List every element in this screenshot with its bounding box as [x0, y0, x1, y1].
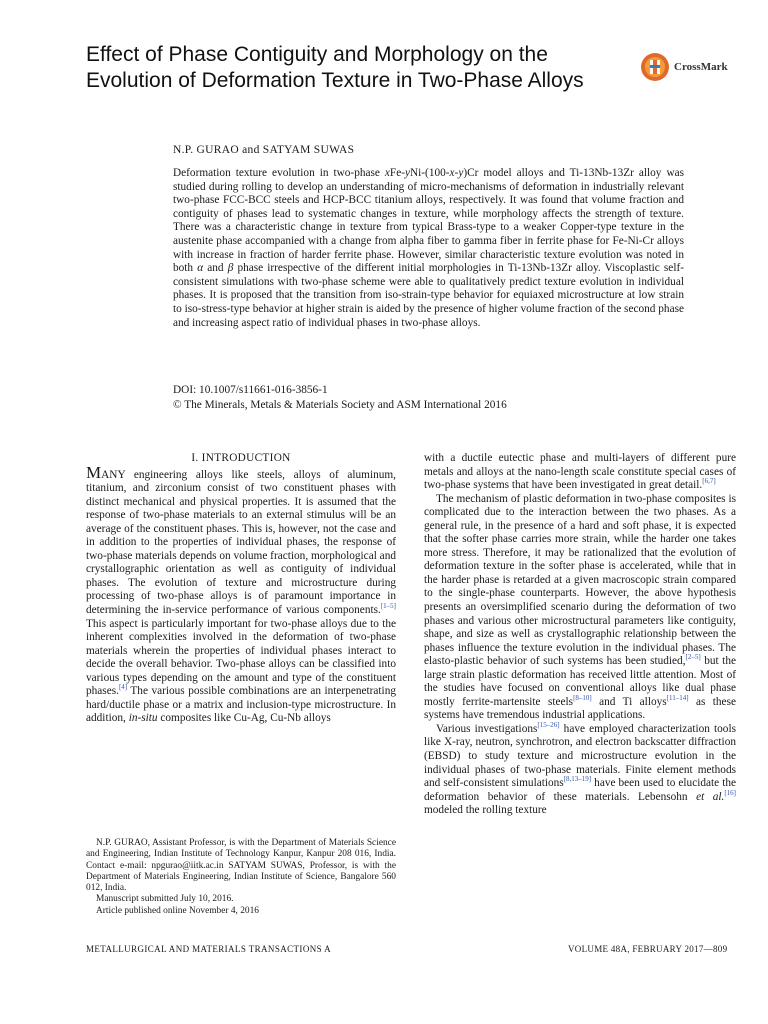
crossmark-icon	[640, 52, 670, 82]
paper-title: Effect of Phase Contiguity and Morphology on the Evolution of Deformation Texture in Two-Phase Alloys	[86, 43, 584, 92]
author-affiliation-footnote	[86, 838, 396, 917]
citation-link[interactable]: [8,13–19]	[563, 775, 592, 784]
citation-link[interactable]: [8–10]	[573, 694, 592, 703]
intro-paragraph-2: The mechanism of plastic deformation in two-phase composites is complicated due to the interaction between the two phases. As a general rule, in the presence of a hard and soft phase, it is expected that the softer phase carries more strain, while the harder one takes more stress. Therefore, it may be rationalized that the evolution of deformation texture in the softer phase is accelerated, while that in the harder phase is retarded at a given macroscopic strain compared to the single-phase counterparts. However, the above hypothesis presents an oversimplified scenario during the deformation of two phases and various other microstructural parameters like contiguity, shape, and size as well as crystallographic relationship between the phases influence the texture evolution in the individual phases. The elasto-plastic behavior of such systems has been studied,[2–5] but the large strain plastic deformation has received little attention. Most of the studies have focused on conventional alloys like dual phase mostly ferrite-martensite steels[8–10] and Ti alloys[11–14] as these systems have tremendous industrial applications.	[424, 492, 736, 722]
doi-link[interactable]: DOI: 10.1007/s11661-016-3856-1	[173, 384, 328, 396]
intro-paragraph-1: MANY engineering alloys like steels, alloys of aluminum, titanium, and zirconium consist of two constituent phases with distinct mechanical and physical properties. It is assumed that the response of two-phase materials to an external stimulus will be an average of the constituent phases. This is, however, not the case and in addition to the properties of individual phases, the response of two-phase materials depends on volume fraction, morphological and crystallographic orientation as well as contiguity of individual phases. The evolution of texture and microstructure during processing of two-phase alloys is of paramount importance in determining the in-service performance of various components.[1–5] This aspect is particularly important for two-phase alloys due to the inherent complexities involved in the deformation of two-phase materials wherein the properties of individual phases interact to decide the overall behavior. Two-phase alloys can be classified into various types depending on the amount and type of the constituent phases.[4] The various possible combinations are an interpenetrating hard/ductile phase or a matrix and inclusion-type microstructure. In addition, in-situ composites like Cu-Ag, Cu-Nb alloys	[86, 462, 396, 725]
crossmark-badge[interactable]	[640, 52, 728, 82]
right-column	[424, 452, 736, 818]
abstract: Deformation texture evolution in two-phase xFe-yNi-(100-x-y)Cr model alloys and Ti-13Nb-13Zr alloy was studied during rolling to develop an understanding of micro-mechanisms of deformation in industrially relevant two-phase FCC-BCC steels and HCP-BCC titanium alloys, respectively. It was found that volume fraction and contiguity of phases lead to systematic changes in texture, while morphology affects the strength of texture. There was a characteristic change in texture from typical Brass-type to a weaker Copper-type texture in the austenite phase accompanied with a change from alpha fiber to gamma fiber in ferrite phase for Fe-Ni-Cr alloys with increase in fraction of harder ferrite phase. However, similar characteristic texture evolution was noted in both α and β phase irrespective of the different initial morphologies in Ti-13Nb-13Zr alloy. Viscoplastic self-consistent simulations with two-phase scheme were able to qualitatively predict texture evolution in individual phases. It is proposed that the transition from iso-strain-type behavior for equiaxed microstructure at low strain to iso-stress-type behavior at higher strain is aided by the presence of higher volume fraction of the second phase and increasing aspect ratio of individual phases in two-phase alloys.	[173, 167, 685, 329]
citation-link[interactable]: [4]	[118, 683, 128, 692]
footnote-submitted: Manuscript submitted July 10, 2016.	[96, 894, 234, 905]
intro-paragraph-3: Various investigations[15–26] have employed characterization tools like X-ray, neutron, synchrotron, and electron backscatter diffraction (EBSD) to study texture and microstructure evolution in the individual phases of two-phase materials. Finite element methods and self-consistent simulations[8,13–19] have been used to elucidate the deformation behavior of these materials. Lebensohn et al.[16] modeled the rolling texture	[424, 721, 736, 817]
footnote-affiliations: N.P. GURAO, Assistant Professor, is with the Department of Materials Science and Engineering, Indian Institute of Technology Kanpur, Kanpur 208 016, India. Contact e-mail: npgurao@iitk.ac.in SATYAM SUWAS, Professor, is with the Department of Materials Engineering, Indian Institute of Science, Bangalore 560 012, India.	[86, 838, 396, 894]
crossmark-label: CrossMark	[674, 61, 728, 73]
intro-paragraph-1-continued: with a ductile eutectic phase and multi-layers of different pure metals and alloys at the nano-length scale constitute special cases of two-phase systems that have been investigated in great detail.[6,7]	[424, 452, 736, 492]
citation-link[interactable]: [2–5]	[685, 653, 701, 662]
citation-link[interactable]: [6,7]	[702, 477, 716, 486]
author-list: N.P. GURAO and SATYAM SUWAS	[173, 144, 355, 156]
volume-page-footer: VOLUME 48A, FEBRUARY 2017—809	[568, 944, 728, 954]
section-heading-introduction: I. INTRODUCTION	[191, 452, 291, 464]
footnote-published: Article published online November 4, 2016	[96, 905, 259, 916]
citation-link[interactable]: [11–14]	[666, 694, 689, 703]
journal-name-footer: METALLURGICAL AND MATERIALS TRANSACTIONS A	[86, 944, 332, 954]
copyright-notice: © The Minerals, Metals & Materials Society and ASM International 2016	[173, 399, 507, 411]
citation-link[interactable]: [15–26]	[537, 721, 560, 730]
citation-link[interactable]: [1–5]	[380, 602, 396, 611]
left-column	[86, 452, 396, 726]
citation-link[interactable]: [16]	[724, 788, 736, 797]
drop-cap: M	[86, 462, 102, 482]
